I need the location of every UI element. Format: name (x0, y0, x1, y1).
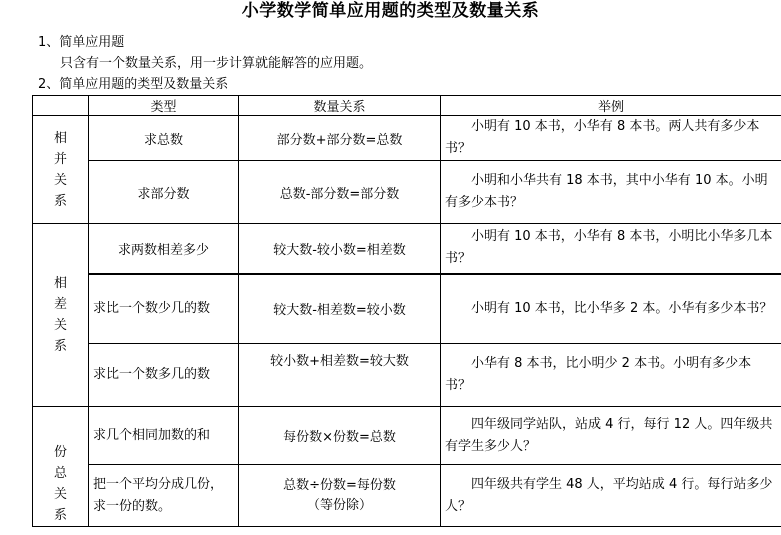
row-type: 求两数相差多少 (89, 224, 239, 274)
row-relation: 总数-部分数=部分数 (239, 161, 441, 224)
row-relation: 每份数×份数=总数 (239, 407, 441, 465)
header-type: 类型 (89, 96, 239, 116)
table-row (33, 224, 781, 274)
row-type: 求部分数 (89, 161, 239, 224)
table-row (33, 161, 781, 224)
row-relation: 较小数+相差数=较大数 (239, 344, 441, 407)
row-example: 四年级共有学生 48 人，平均站成 4 行。每行站多少人？ (441, 465, 781, 527)
section2-heading: 2、简单应用题的类型及数量关系 (38, 77, 229, 92)
table-row (33, 274, 781, 344)
row-example: 小明有 10 本书，小华有 8 本书。两人共有多少本书？ (441, 116, 781, 161)
row-relation-cell (239, 465, 441, 527)
row-type: 把一个平均分成几份，求一份的数。 (89, 465, 239, 527)
row-example: 四年级同学站队，站成 4 行，每行 12 人。四年级共有学生多少人？ (441, 407, 781, 465)
row-example: 小华有 8 本书，比小明少 2 本书。小明有多少本书？ (441, 344, 781, 407)
group-label-part-whole: 份 总 关 系 (33, 407, 89, 527)
row-relation: 较大数-相差数=较小数 (239, 274, 441, 344)
header-example: 举例 (441, 96, 781, 116)
row-relation: 较大数-较小数=相差数 (239, 224, 441, 274)
section1-heading: 1、简单应用题 (38, 35, 125, 50)
row-type: 求比一个数多几的数 (89, 344, 239, 407)
row-type: 求总数 (89, 116, 239, 161)
row-example: 小明和小华共有 18 本书，其中小华有 10 本。小明有多少本书？ (441, 161, 781, 224)
row-type: 求几个相同加数的和 (89, 407, 239, 465)
row-relation-note: （等份除） (306, 497, 372, 513)
row-example: 小明有 10 本书，小华有 8 本书，小明比小华多几本书？ (441, 224, 781, 274)
section1-desc: 只含有一个数量关系，用一步计算就能解答的应用题。 (60, 56, 373, 71)
table-row (33, 465, 781, 527)
row-relation: 总数÷份数=每份数 (283, 477, 396, 493)
table-row (33, 344, 781, 407)
row-type: 求比一个数少几的数 (89, 274, 239, 344)
row-example: 小明有 10 本书，比小华多 2 本。小华有多少本书？ (441, 274, 781, 344)
page-title: 小学数学简单应用题的类型及数量关系 (241, 1, 540, 21)
type-table (32, 95, 781, 527)
table-row (33, 116, 781, 161)
group-label-difference: 相 差 关 系 (33, 224, 89, 407)
group-label-combine: 相 并 关 系 (33, 116, 89, 224)
table-header-row (33, 96, 781, 116)
row-relation: 部分数+部分数=总数 (239, 116, 441, 161)
table-row (33, 407, 781, 465)
header-relation: 数量关系 (239, 96, 441, 116)
